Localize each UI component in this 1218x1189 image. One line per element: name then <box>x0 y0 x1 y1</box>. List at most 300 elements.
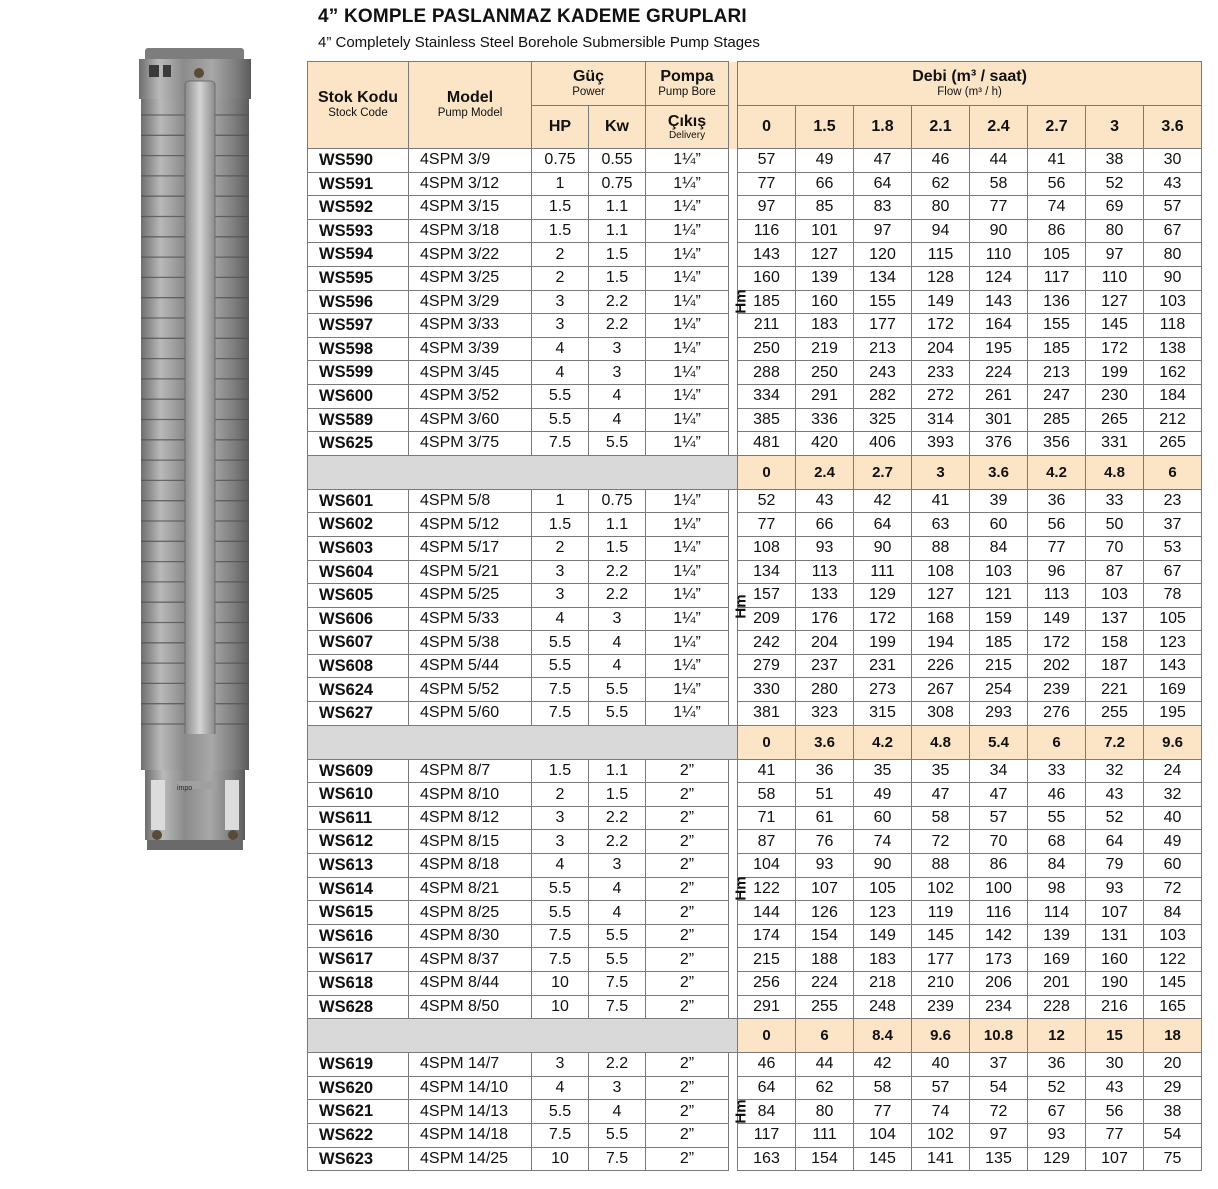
table-row <box>308 1100 1202 1124</box>
head-value: 247 <box>1028 384 1086 408</box>
head-value: 76 <box>796 830 854 854</box>
flow-value: 10.8 <box>970 1019 1028 1053</box>
power-hp: 2 <box>532 243 589 267</box>
head-value: 103 <box>1144 924 1202 948</box>
stock-code: WS622 <box>308 1123 409 1147</box>
head-value: 102 <box>912 877 970 901</box>
pump-model: 4SPM 8/30 <box>409 924 532 948</box>
pump-label-en: Pump Bore <box>658 85 716 98</box>
brand-logo: impo <box>177 785 193 792</box>
delivery-size: 1¼” <box>646 513 729 537</box>
power-kw: 1.1 <box>589 513 646 537</box>
flow-value: 4.8 <box>912 725 970 759</box>
power-hp: 4 <box>532 1076 589 1100</box>
stock-code: WS590 <box>308 149 409 173</box>
head-value: 46 <box>912 149 970 173</box>
power-hp: 5.5 <box>532 408 589 432</box>
delivery-size: 1¼” <box>646 219 729 243</box>
table-row <box>308 384 1202 408</box>
head-value: 172 <box>912 314 970 338</box>
head-unit-cell <box>729 759 750 1019</box>
head-value: 64 <box>1086 830 1144 854</box>
flow-value: 9.6 <box>912 1019 970 1053</box>
stock-code: WS627 <box>308 702 409 726</box>
head-value: 77 <box>1086 1123 1144 1147</box>
power-hp: 7.5 <box>532 432 589 456</box>
head-value: 107 <box>1086 901 1144 925</box>
head-value: 293 <box>970 702 1028 726</box>
head-value: 213 <box>1028 361 1086 385</box>
power-kw: 2.2 <box>589 806 646 830</box>
head-value: 47 <box>970 783 1028 807</box>
power-hp: 1 <box>532 489 589 513</box>
head-value: 114 <box>1028 901 1086 925</box>
head-value: 143 <box>1144 654 1202 678</box>
head-value: 56 <box>1086 1100 1144 1124</box>
stock-code: WS621 <box>308 1100 409 1124</box>
head-value: 60 <box>854 806 912 830</box>
head-value: 105 <box>1028 243 1086 267</box>
head-value: 90 <box>854 536 912 560</box>
head-value: 77 <box>1028 536 1086 560</box>
head-value: 195 <box>1144 702 1202 726</box>
power-hp: 5.5 <box>532 654 589 678</box>
delivery-header <box>646 106 729 149</box>
table-row <box>308 314 1202 338</box>
head-value: 185 <box>1028 337 1086 361</box>
power-hp: 3 <box>532 830 589 854</box>
head-value: 20 <box>1144 1053 1202 1077</box>
model-label: Model <box>446 89 494 107</box>
head-value: 116 <box>970 901 1028 925</box>
head-value: 66 <box>796 172 854 196</box>
head-value: 47 <box>912 783 970 807</box>
power-kw: 1.1 <box>589 759 646 783</box>
delivery-size: 1¼” <box>646 702 729 726</box>
head-value: 43 <box>1086 1076 1144 1100</box>
head-value: 80 <box>1086 219 1144 243</box>
delivery-size: 2” <box>646 1053 729 1077</box>
pump-model: 4SPM 5/60 <box>409 702 532 726</box>
stock-code: WS619 <box>308 1053 409 1077</box>
head-value: 163 <box>738 1147 796 1171</box>
head-value: 224 <box>796 972 854 996</box>
head-value: 288 <box>738 361 796 385</box>
flow-value: 15 <box>1086 1019 1144 1053</box>
stock-code: WS624 <box>308 678 409 702</box>
head-value: 280 <box>796 678 854 702</box>
head-value: 54 <box>970 1076 1028 1100</box>
table-row <box>308 631 1202 655</box>
table-row <box>308 584 1202 608</box>
head-value: 47 <box>854 149 912 173</box>
power-hp: 7.5 <box>532 1123 589 1147</box>
head-value: 49 <box>1144 830 1202 854</box>
head-value: 199 <box>854 631 912 655</box>
head-value: 142 <box>970 924 1028 948</box>
head-value: 70 <box>970 830 1028 854</box>
power-hp: 5.5 <box>532 1100 589 1124</box>
table-row <box>308 1123 1202 1147</box>
delivery-size: 1¼” <box>646 196 729 220</box>
head-value: 57 <box>738 149 796 173</box>
delivery-size: 1¼” <box>646 631 729 655</box>
head-value: 325 <box>854 408 912 432</box>
table-row <box>308 1147 1202 1171</box>
delivery-size: 1¼” <box>646 607 729 631</box>
head-value: 43 <box>1144 172 1202 196</box>
delivery-size: 2” <box>646 1123 729 1147</box>
model-header <box>409 62 532 149</box>
delivery-size: 1¼” <box>646 266 729 290</box>
flow-label-en: Flow (m³ / h) <box>937 85 1002 98</box>
stock-code: WS591 <box>308 172 409 196</box>
head-value: 113 <box>796 560 854 584</box>
head-value: 117 <box>738 1123 796 1147</box>
power-hp: 2 <box>532 266 589 290</box>
power-kw: 2.2 <box>589 290 646 314</box>
head-value: 128 <box>912 266 970 290</box>
table-row <box>308 432 1202 456</box>
head-value: 154 <box>796 1147 854 1171</box>
power-hp: 7.5 <box>532 924 589 948</box>
head-value: 134 <box>738 560 796 584</box>
head-value: 204 <box>796 631 854 655</box>
head-value: 116 <box>738 219 796 243</box>
head-value: 118 <box>1144 314 1202 338</box>
pump-image <box>135 45 257 880</box>
head-value: 54 <box>1144 1123 1202 1147</box>
power-kw: 1.5 <box>589 243 646 267</box>
delivery-size: 1¼” <box>646 678 729 702</box>
power-hp: 3 <box>532 560 589 584</box>
pump-header <box>646 62 729 106</box>
head-value: 57 <box>970 806 1028 830</box>
table-row <box>308 361 1202 385</box>
head-value: 66 <box>796 513 854 537</box>
head-value: 135 <box>970 1147 1028 1171</box>
head-value: 183 <box>854 948 912 972</box>
head-value: 233 <box>912 361 970 385</box>
power-kw: 7.5 <box>589 972 646 996</box>
flow-value: 8.4 <box>854 1019 912 1053</box>
head-value: 138 <box>1144 337 1202 361</box>
table-row <box>308 1053 1202 1077</box>
head-value: 255 <box>796 995 854 1019</box>
table-row <box>308 1076 1202 1100</box>
head-value: 37 <box>1144 513 1202 537</box>
head-value: 84 <box>970 536 1028 560</box>
head-value: 127 <box>796 243 854 267</box>
table-row <box>308 243 1202 267</box>
head-value: 301 <box>970 408 1028 432</box>
head-value: 53 <box>1144 536 1202 560</box>
stock-code: WS595 <box>308 266 409 290</box>
stock-code: WS589 <box>308 408 409 432</box>
power-kw: 3 <box>589 607 646 631</box>
head-value: 215 <box>970 654 1028 678</box>
power-hp: 5.5 <box>532 877 589 901</box>
head-value: 139 <box>1028 924 1086 948</box>
head-value: 102 <box>912 1123 970 1147</box>
table-row <box>308 149 1202 173</box>
head-value: 110 <box>970 243 1028 267</box>
head-value: 72 <box>912 830 970 854</box>
power-kw: 1.5 <box>589 783 646 807</box>
head-value: 127 <box>912 584 970 608</box>
delivery-size: 1¼” <box>646 172 729 196</box>
power-kw: 5.5 <box>589 924 646 948</box>
power-hp: 1.5 <box>532 513 589 537</box>
head-value: 206 <box>970 972 1028 996</box>
delivery-size: 2” <box>646 1100 729 1124</box>
head-value: 195 <box>970 337 1028 361</box>
head-value: 314 <box>912 408 970 432</box>
table-row <box>308 196 1202 220</box>
head-unit-label: Hm <box>732 289 750 314</box>
power-kw: 5.5 <box>589 948 646 972</box>
head-value: 145 <box>912 924 970 948</box>
power-hp: 5.5 <box>532 901 589 925</box>
delivery-label: Çıkış <box>667 112 707 130</box>
head-value: 103 <box>970 560 1028 584</box>
power-hp: 10 <box>532 1147 589 1171</box>
head-value: 23 <box>1144 489 1202 513</box>
head-value: 43 <box>796 489 854 513</box>
head-value: 172 <box>1086 337 1144 361</box>
head-value: 134 <box>854 266 912 290</box>
head-value: 52 <box>738 489 796 513</box>
pump-model: 4SPM 8/50 <box>409 995 532 1019</box>
head-value: 35 <box>854 759 912 783</box>
table-row <box>308 408 1202 432</box>
delivery-label-en: Delivery <box>668 129 706 141</box>
model-label-en: Pump Model <box>437 107 503 120</box>
power-kw: 0.55 <box>589 149 646 173</box>
power-kw: 1.5 <box>589 266 646 290</box>
head-value: 86 <box>1028 219 1086 243</box>
head-value: 212 <box>1144 408 1202 432</box>
head-value: 111 <box>854 560 912 584</box>
head-value: 265 <box>1144 432 1202 456</box>
flow-value: 1.8 <box>854 106 912 149</box>
head-value: 50 <box>1086 513 1144 537</box>
head-value: 33 <box>1028 759 1086 783</box>
head-value: 129 <box>854 584 912 608</box>
stock-code: WS616 <box>308 924 409 948</box>
head-value: 119 <box>912 901 970 925</box>
head-value: 63 <box>912 513 970 537</box>
power-hp: 1 <box>532 172 589 196</box>
head-value: 144 <box>738 901 796 925</box>
head-value: 77 <box>854 1100 912 1124</box>
head-value: 250 <box>738 337 796 361</box>
power-hp: 2 <box>532 536 589 560</box>
power-kw: 5.5 <box>589 678 646 702</box>
stock-code: WS625 <box>308 432 409 456</box>
head-value: 216 <box>1086 995 1144 1019</box>
stock-code-label: Stok Kodu <box>318 89 398 107</box>
head-value: 123 <box>1144 631 1202 655</box>
pump-model: 4SPM 8/21 <box>409 877 532 901</box>
head-unit-cell <box>729 1053 750 1171</box>
stock-code: WS600 <box>308 384 409 408</box>
flow-value: 9.6 <box>1144 725 1202 759</box>
power-kw: 4 <box>589 877 646 901</box>
power-hp: 5.5 <box>532 384 589 408</box>
head-value: 68 <box>1028 830 1086 854</box>
pump-model: 4SPM 3/12 <box>409 172 532 196</box>
head-value: 30 <box>1144 149 1202 173</box>
head-value: 420 <box>796 432 854 456</box>
power-hp: 5.5 <box>532 631 589 655</box>
delivery-size: 1¼” <box>646 654 729 678</box>
pump-stages-table <box>307 61 1202 1171</box>
head-value: 88 <box>912 854 970 878</box>
pump-model: 4SPM 5/52 <box>409 678 532 702</box>
power-kw: 4 <box>589 654 646 678</box>
stock-code: WS603 <box>308 536 409 560</box>
power-kw: 3 <box>589 337 646 361</box>
head-value: 104 <box>738 854 796 878</box>
head-value: 172 <box>1028 631 1086 655</box>
stock-code: WS594 <box>308 243 409 267</box>
head-value: 127 <box>1086 290 1144 314</box>
head-value: 261 <box>970 384 1028 408</box>
power-kw: 2.2 <box>589 314 646 338</box>
head-value: 34 <box>970 759 1028 783</box>
head-value: 215 <box>738 948 796 972</box>
table-row <box>308 290 1202 314</box>
head-value: 84 <box>1028 854 1086 878</box>
stock-code-label-en: Stock Code <box>328 107 388 120</box>
head-value: 41 <box>912 489 970 513</box>
head-value: 145 <box>1086 314 1144 338</box>
power-hp: 10 <box>532 972 589 996</box>
head-value: 226 <box>912 654 970 678</box>
head-value: 41 <box>1028 149 1086 173</box>
pump-model: 4SPM 3/25 <box>409 266 532 290</box>
head-value: 57 <box>912 1076 970 1100</box>
head-value: 190 <box>1086 972 1144 996</box>
head-value: 276 <box>1028 702 1086 726</box>
power-hp: 1.5 <box>532 219 589 243</box>
head-value: 70 <box>1086 536 1144 560</box>
pump-model: 4SPM 14/18 <box>409 1123 532 1147</box>
pump-model: 4SPM 8/25 <box>409 901 532 925</box>
head-value: 174 <box>738 924 796 948</box>
head-value: 115 <box>912 243 970 267</box>
delivery-size: 2” <box>646 830 729 854</box>
pump-model: 4SPM 8/7 <box>409 759 532 783</box>
table-row <box>308 783 1202 807</box>
head-value: 221 <box>1086 678 1144 702</box>
head-value: 133 <box>796 584 854 608</box>
head-value: 219 <box>796 337 854 361</box>
power-kw: 1.5 <box>589 536 646 560</box>
head-value: 165 <box>1144 995 1202 1019</box>
head-unit-label: Hm <box>732 876 750 901</box>
flow-value: 3.6 <box>1144 106 1202 149</box>
head-value: 104 <box>854 1123 912 1147</box>
head-value: 122 <box>738 877 796 901</box>
head-value: 52 <box>1086 172 1144 196</box>
head-value: 60 <box>1144 854 1202 878</box>
stock-code: WS592 <box>308 196 409 220</box>
head-value: 136 <box>1028 290 1086 314</box>
pump-model: 4SPM 5/17 <box>409 536 532 560</box>
head-value: 64 <box>738 1076 796 1100</box>
head-value: 101 <box>796 219 854 243</box>
head-value: 393 <box>912 432 970 456</box>
pump-model: 4SPM 8/10 <box>409 783 532 807</box>
head-value: 143 <box>738 243 796 267</box>
head-value: 42 <box>854 1053 912 1077</box>
head-unit-cell <box>729 149 750 456</box>
flow-value: 6 <box>1028 725 1086 759</box>
power-hp: 10 <box>532 995 589 1019</box>
head-value: 37 <box>970 1053 1028 1077</box>
head-value: 40 <box>912 1053 970 1077</box>
head-value: 105 <box>854 877 912 901</box>
head-value: 58 <box>912 806 970 830</box>
power-kw: 3 <box>589 361 646 385</box>
pump-model: 4SPM 14/25 <box>409 1147 532 1171</box>
power-hp: 4 <box>532 361 589 385</box>
table-row <box>308 536 1202 560</box>
head-value: 183 <box>796 314 854 338</box>
table-row <box>308 607 1202 631</box>
head-value: 67 <box>1144 219 1202 243</box>
head-value: 218 <box>854 972 912 996</box>
table-row <box>308 924 1202 948</box>
head-value: 78 <box>1144 584 1202 608</box>
head-value: 44 <box>796 1053 854 1077</box>
flow-value: 0 <box>738 725 796 759</box>
head-value: 194 <box>912 631 970 655</box>
head-value: 74 <box>912 1100 970 1124</box>
pump-model: 4SPM 3/18 <box>409 219 532 243</box>
head-value: 110 <box>1086 266 1144 290</box>
head-value: 24 <box>1144 759 1202 783</box>
head-value: 97 <box>970 1123 1028 1147</box>
stock-code: WS628 <box>308 995 409 1019</box>
head-value: 230 <box>1086 384 1144 408</box>
head-value: 67 <box>1028 1100 1086 1124</box>
head-value: 160 <box>738 266 796 290</box>
head-value: 120 <box>854 243 912 267</box>
head-value: 61 <box>796 806 854 830</box>
head-value: 44 <box>970 149 1028 173</box>
head-value: 122 <box>1144 948 1202 972</box>
delivery-size: 1¼” <box>646 560 729 584</box>
head-value: 36 <box>796 759 854 783</box>
table-row <box>308 759 1202 783</box>
pump-model: 4SPM 5/38 <box>409 631 532 655</box>
head-value: 149 <box>912 290 970 314</box>
head-value: 273 <box>854 678 912 702</box>
power-kw: 4 <box>589 384 646 408</box>
flow-row <box>308 725 1202 759</box>
head-value: 149 <box>854 924 912 948</box>
kw-header: Kw <box>589 106 646 149</box>
flow-header <box>738 62 1202 106</box>
power-hp: 0.75 <box>532 149 589 173</box>
head-value: 239 <box>912 995 970 1019</box>
head-value: 46 <box>738 1053 796 1077</box>
table-row <box>308 854 1202 878</box>
head-value: 172 <box>854 607 912 631</box>
